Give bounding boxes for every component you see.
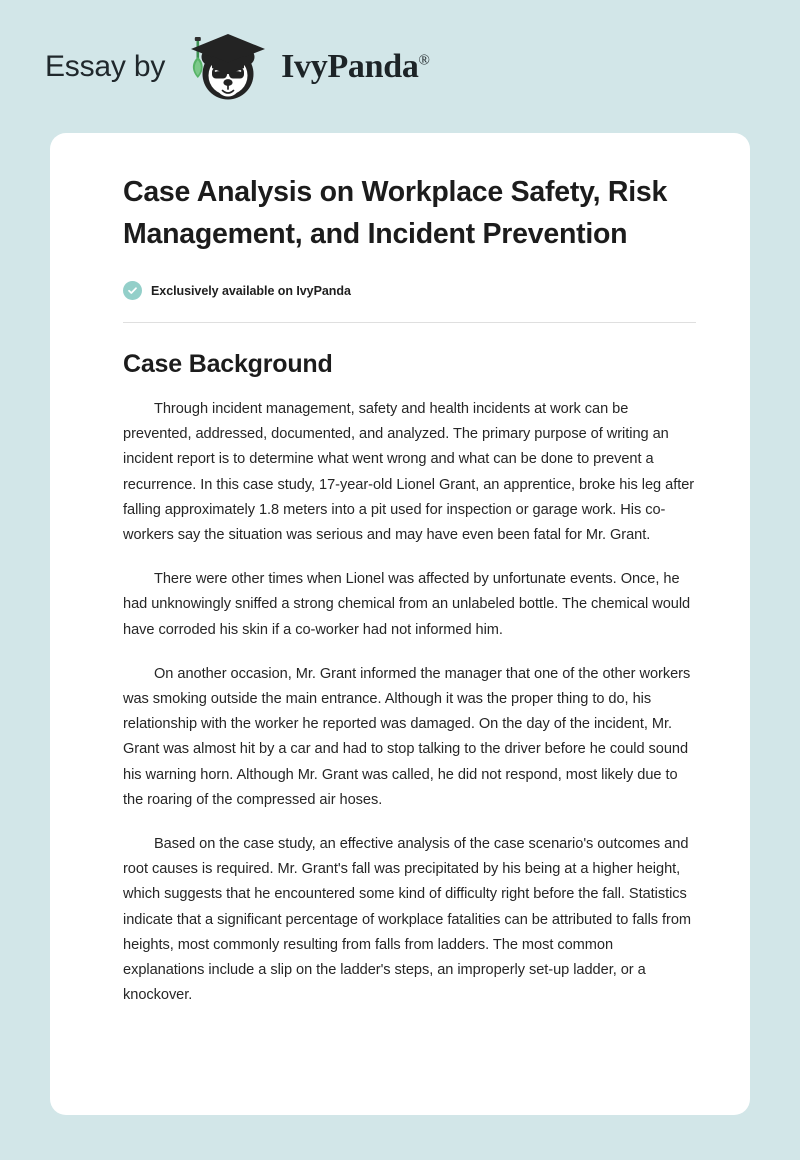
brand-name: IvyPanda [281, 47, 419, 85]
paragraph: On another occasion, Mr. Grant informed the manager that one of the other workers was smoking outside the main entrance. Although it was the proper thing to do, his relationship with the worker he reported was damaged. On the day of the incident, Mr. Grant was almost hit by a car and had to stop talking to the driver before he could sound his warning horn. Although Mr. Grant was called, he did not respond, most likely due to the roaring of the compressed air hoses. [123, 665, 691, 808]
essay-body [123, 397, 696, 1008]
divider [123, 322, 696, 323]
check-circle-icon [123, 281, 142, 300]
brand-wordmark [281, 47, 430, 85]
status-badge-label: Exclusively available on IvyPanda [151, 283, 351, 298]
paragraph: Through incident management, safety and health incidents at work can be prevented, addressed, documented, and analyzed. The primary purpose of writing an incident report is to determine what went wrong and what can be done to prevent a recurrence. In this case study, 17-year-old Lionel Grant, an apprentice, broke his leg after falling approximately 1.8 meters into a pit used for inspection or garage work. His co-workers say the situation was serious and may have even been fatal for Mr. Grant. [123, 401, 695, 544]
essay-card [50, 133, 750, 1115]
paragraph: There were other times when Lionel was affected by unfortunate events. Once, he had unknowingly sniffed a strong chemical from an unlabeled bottle. The chemical would have corroded his skin if a co-worker had not informed him. [123, 571, 691, 638]
panda-graduate-logo [179, 30, 267, 104]
page-title: Case Analysis on Workplace Safety, Risk Management, and Incident Prevention [123, 176, 668, 250]
essay-by-label: Essay by [45, 49, 166, 83]
brand-lockup[interactable] [45, 30, 430, 104]
paragraph: Based on the case study, an effective analysis of the case scenario's outcomes and root causes is required. Mr. Grant's fall was precipitated by his being at a higher height, which suggests that he encountered some kind of difficulty right before the fall. Statistics indicate that a significant percentage of workplace fatalities can be attributed to falls from heights, most commonly resulting from falls from ladders. The most common explanations include a slip on the ladder's steps, an improperly set-up ladder, or a knockover. [123, 836, 692, 1004]
registered-trademark-symbol: ® [418, 52, 430, 69]
section-heading: Case Background [123, 350, 333, 378]
site-header [0, 0, 800, 133]
status-badge [123, 281, 696, 300]
